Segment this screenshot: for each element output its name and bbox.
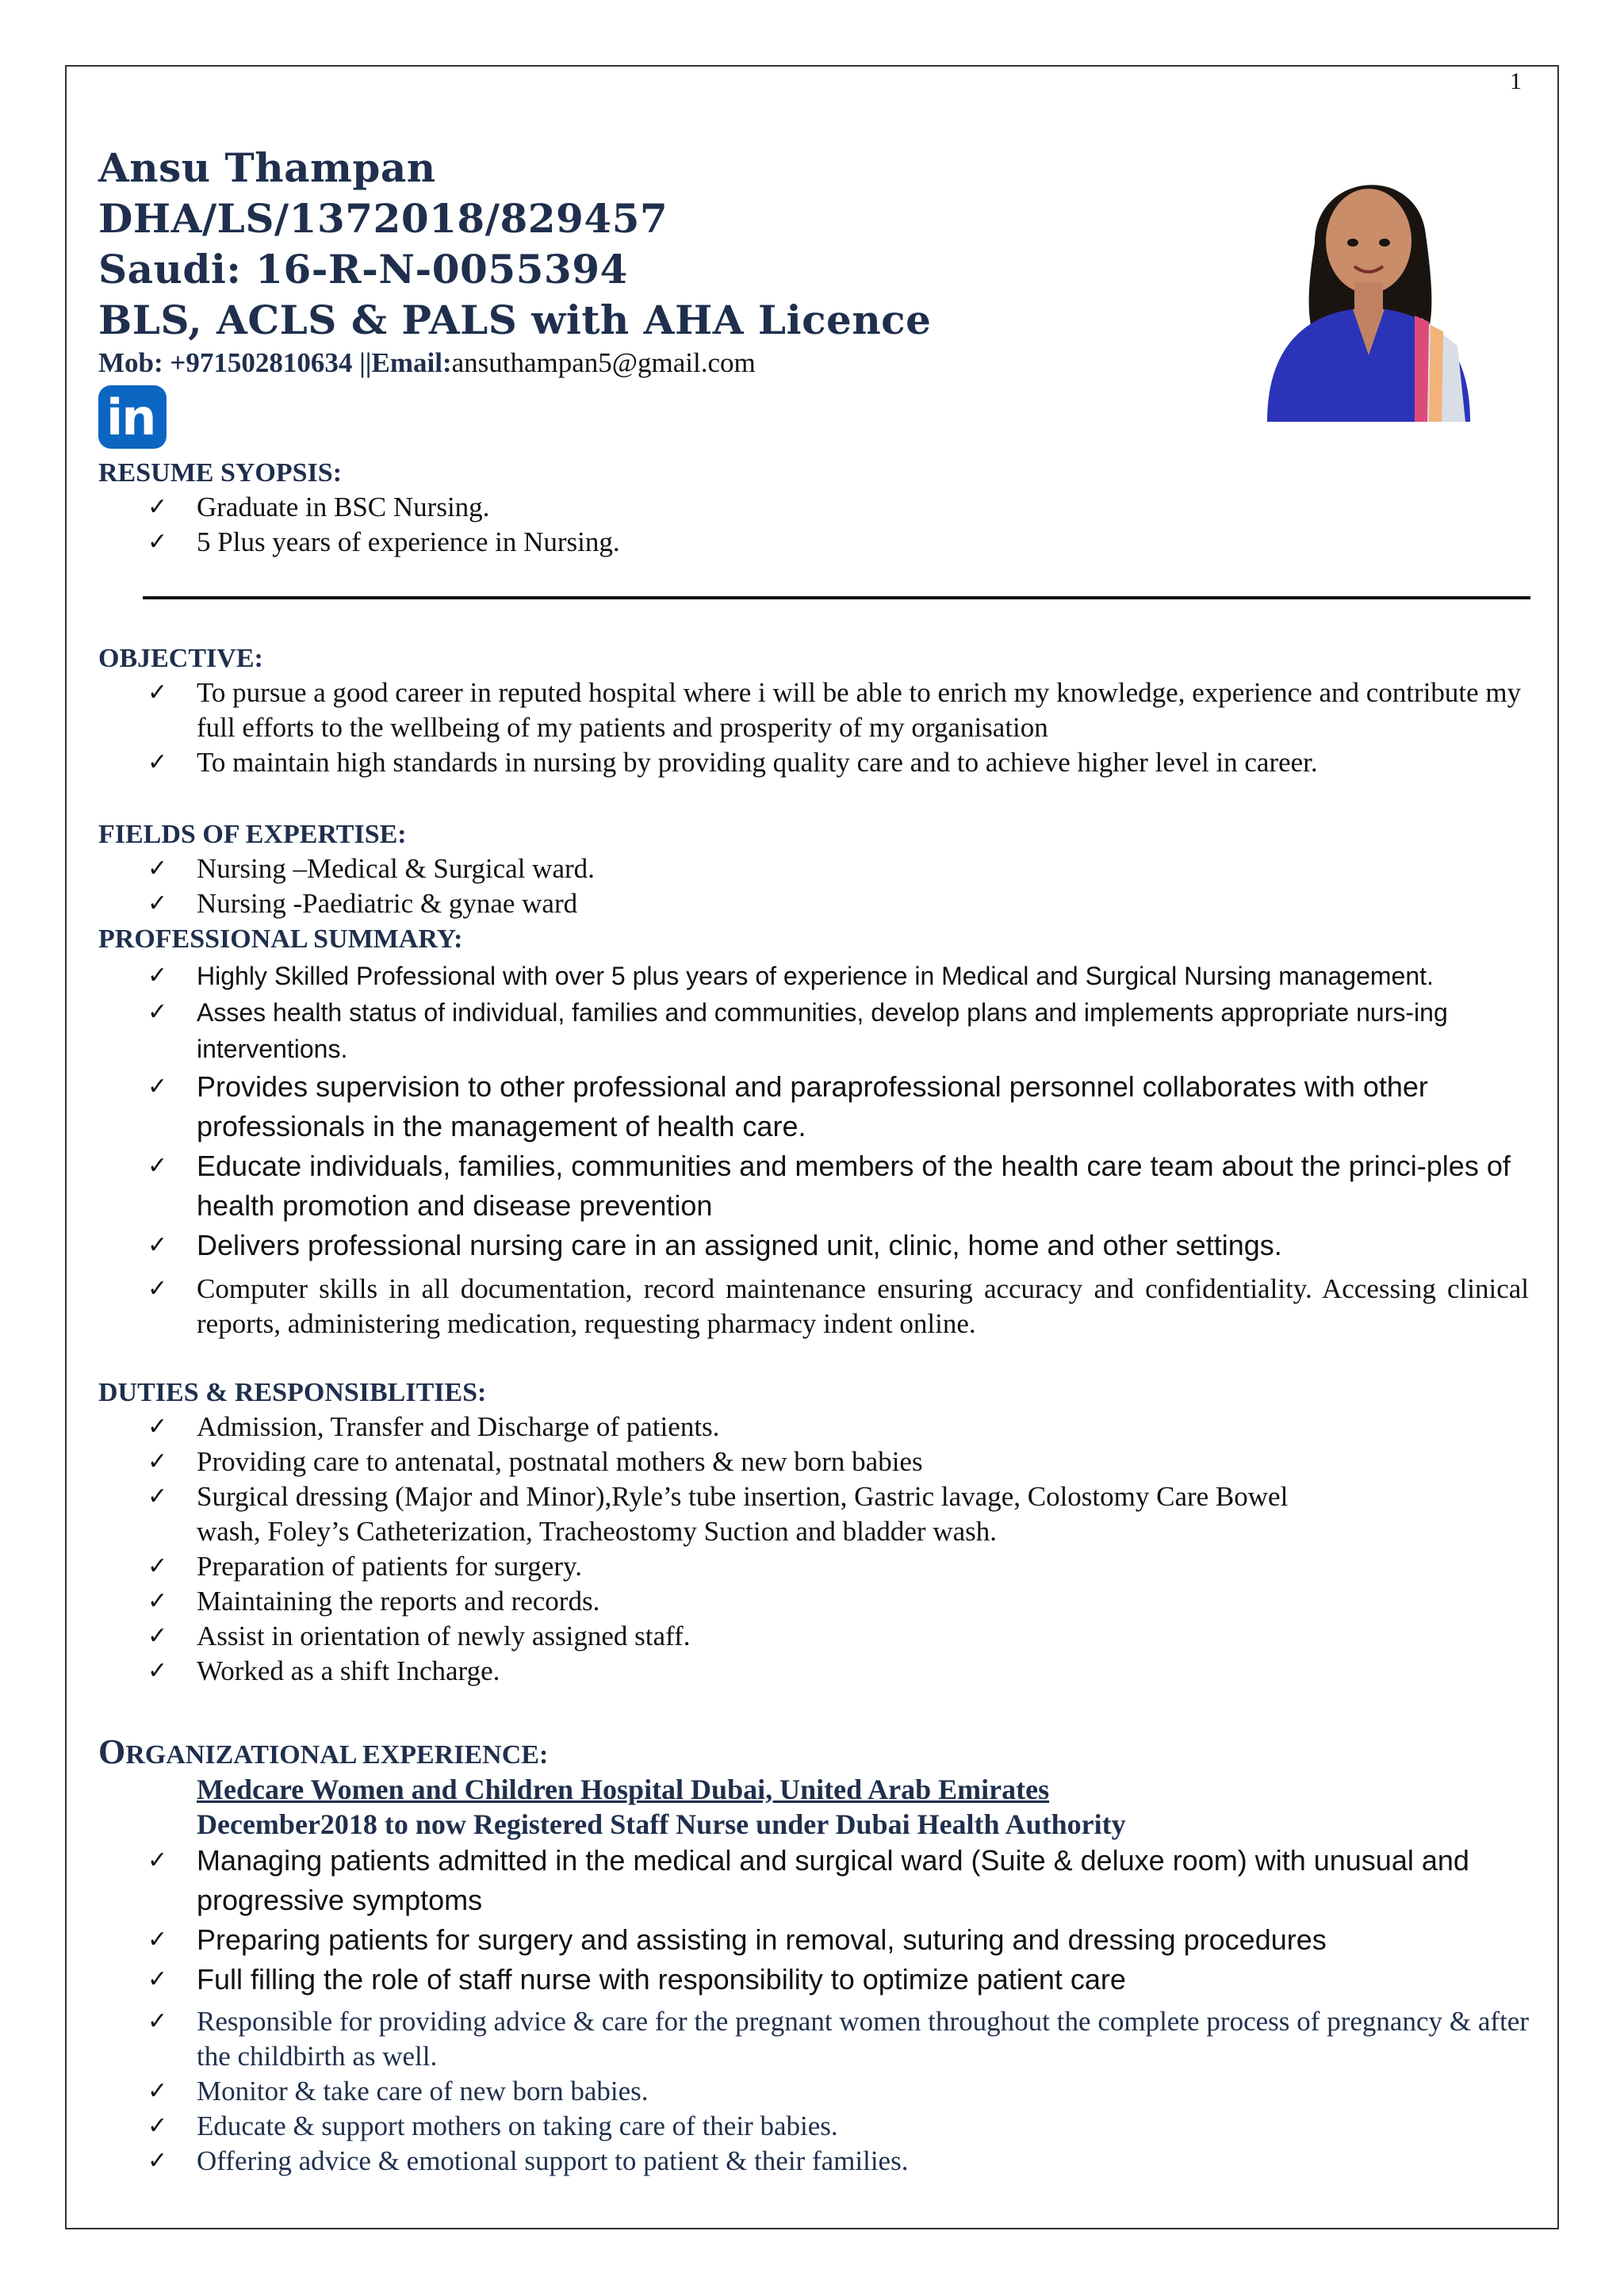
list-item: [98, 851, 1529, 886]
list-item: [98, 886, 1529, 921]
profile-photo: [1259, 147, 1478, 422]
check-icon: ✓: [147, 493, 168, 521]
list-item-text: Full filling the role of staff nurse with responsibility to optimize patient care: [197, 1963, 1126, 1996]
check-icon: ✓: [147, 679, 168, 706]
role-title: December2018 to now Registered Staff Nurse under Dubai Health Authority: [197, 1808, 1126, 1840]
list-item-text: Highly Skilled Professional with over 5 plus years of experience in Medical and Surgical Nursing management.: [197, 962, 1434, 990]
mobile-label: Mob: +971502810634 ||: [98, 347, 372, 378]
list-item-text: Responsible for providing advice & care for the pregnant women throughout the complete process of pregnancy & after the childbirth as well.: [197, 2006, 1529, 2072]
list-item: [98, 1584, 1529, 1619]
email-value[interactable]: ansuthampan5@gmail.com: [451, 347, 756, 378]
check-icon: ✓: [147, 962, 168, 989]
check-icon: ✓: [147, 1413, 168, 1441]
list-item-text: Admission, Transfer and Discharge of patients.: [197, 1411, 720, 1442]
check-icon: ✓: [147, 1073, 168, 1100]
check-icon: ✓: [147, 1448, 168, 1475]
check-icon: ✓: [147, 1926, 168, 1954]
list-item-text: Preparation of patients for surgery.: [197, 1551, 582, 1582]
list-item-text: Preparing patients for surgery and assisting in removal, suturing and dressing procedures: [197, 1923, 1327, 1956]
check-icon: ✓: [147, 1552, 168, 1580]
list-item: [98, 2074, 1529, 2109]
list-item: [98, 994, 1529, 1067]
summary-list: [98, 958, 1529, 1265]
list-item-text: Educate & support mothers on taking care of their babies.: [197, 2110, 838, 2141]
list-item: [98, 2004, 1529, 2074]
check-icon: ✓: [147, 890, 168, 917]
duties-list: [98, 1410, 1529, 1689]
check-icon: ✓: [147, 2077, 168, 2105]
check-icon: ✓: [147, 1483, 168, 1510]
list-item-text: To pursue a good career in reputed hospital where i will be able to enrich my knowledge, experience and contribute my full efforts to the wellbeing of my patients and prosperity of my organisation: [197, 677, 1522, 743]
contact-line: [98, 347, 756, 379]
list-item: [98, 1067, 1529, 1146]
check-icon: ✓: [147, 1657, 168, 1685]
check-icon: ✓: [147, 855, 168, 882]
list-item: [98, 1410, 1529, 1445]
list-item: [98, 675, 1529, 745]
dha-license: DHA/LS/1372018/829457: [98, 195, 668, 242]
list-item-text: Educate individuals, families, communities and members of the health care team about the princi-ples of health promotion and disease prevention: [197, 1150, 1511, 1222]
check-icon: ✓: [147, 528, 168, 556]
list-item: [98, 1619, 1529, 1654]
linkedin-icon[interactable]: [98, 385, 167, 449]
list-item-text: Delivers professional nursing care in an assigned unit, clinic, home and other settings.: [197, 1229, 1282, 1261]
list-item-text: Maintaining the reports and records.: [197, 1586, 600, 1617]
list-item-text: Provides supervision to other professional and paraprofessional personnel collaborates with other professionals in the management of health care.: [197, 1070, 1428, 1142]
summary-list-continued: [98, 1272, 1529, 1341]
check-icon: ✓: [147, 748, 168, 776]
list-item-text: Managing patients admitted in the medical and surgical ward (Suite & deluxe room) with unusual and progressive symptoms: [197, 1844, 1469, 1916]
check-icon: ✓: [147, 1846, 168, 1874]
portrait-illustration: [1259, 147, 1478, 422]
experience-heading-cap: O: [98, 1732, 126, 1771]
check-icon: ✓: [147, 1152, 168, 1180]
list-item-text: To maintain high standards in nursing by providing quality care and to achieve higher level in career.: [197, 747, 1318, 778]
check-icon: ✓: [147, 1231, 168, 1259]
objective-heading: OBJECTIVE:: [98, 644, 263, 673]
list-item: [98, 1146, 1529, 1226]
list-item-text: Asses health status of individual, families and communities, develop plans and implements appropriate nurs-ing interventions.: [197, 998, 1448, 1063]
check-icon: ✓: [147, 1587, 168, 1615]
section-divider: [143, 596, 1530, 599]
check-icon: ✓: [147, 2112, 168, 2140]
employer-name: Medcare Women and Children Hospital Dubai, United Arab Emirates: [197, 1774, 1050, 1805]
list-item: [98, 525, 1529, 560]
certifications: BLS, ACLS & PALS with AHA Licence: [98, 297, 932, 343]
experience-list-continued: [98, 2004, 1529, 2179]
list-item-text: Monitor & take care of new born babies.: [197, 2076, 649, 2107]
list-item: [98, 1960, 1529, 1999]
list-item: [98, 490, 1529, 525]
list-item-text: Surgical dressing (Major and Minor),Ryle’s tube insertion, Gastric lavage, Colostomy Care Bowel wash, Foley’s Catheterization, Tracheostomy Suction and bladder wash.: [197, 1481, 1289, 1547]
list-item-text: Assist in orientation of newly assigned staff.: [197, 1621, 691, 1651]
list-item-text: Nursing -Paediatric & gynae ward: [197, 888, 578, 919]
list-item-text: Offering advice & emotional support to patient & their families.: [197, 2145, 909, 2176]
email-label: Email:: [371, 347, 452, 378]
saudi-license: Saudi: 16-R-N-0055394: [98, 246, 628, 293]
summary-heading: PROFESSIONAL SUMMARY:: [98, 924, 463, 954]
experience-heading-rest: RGANIZATIONAL EXPERIENCE:: [125, 1740, 549, 1770]
list-item: [98, 1272, 1529, 1341]
expertise-list: [98, 851, 1529, 921]
check-icon: ✓: [147, 2007, 168, 2035]
list-item-text: Computer skills in all documentation, record maintenance ensuring accuracy and confidentiality. Accessing clinical reports, administering medication, requesting pharmacy indent online.: [197, 1273, 1529, 1339]
list-item: [98, 1549, 1529, 1584]
objective-list: [98, 675, 1529, 780]
candidate-name: Ansu Thampan: [98, 144, 436, 191]
synopsis-list: [98, 490, 1529, 560]
check-icon: ✓: [147, 1622, 168, 1650]
list-item: [98, 1841, 1529, 1920]
duties-heading: DUTIES & RESPONSIBLITIES:: [98, 1378, 487, 1407]
experience-list: [98, 1841, 1529, 1999]
list-item-text: Nursing –Medical & Surgical ward.: [197, 853, 595, 884]
list-item-text: Graduate in BSC Nursing.: [197, 492, 490, 522]
check-icon: ✓: [147, 2147, 168, 2175]
list-item-text: Providing care to antenatal, postnatal mothers & new born babies: [197, 1446, 923, 1477]
list-item: [98, 745, 1529, 780]
list-item-text: Worked as a shift Incharge.: [197, 1655, 500, 1686]
list-item: [98, 1226, 1529, 1265]
synopsis-heading: RESUME SYOPSIS:: [98, 458, 343, 488]
check-icon: ✓: [147, 998, 168, 1026]
expertise-heading: FIELDS OF EXPERTISE:: [98, 820, 407, 849]
list-item: [98, 2144, 1529, 2179]
check-icon: ✓: [147, 1275, 168, 1303]
list-item: [98, 1445, 1529, 1479]
list-item: [98, 1654, 1529, 1689]
experience-heading: [98, 1732, 548, 1772]
list-item-text: 5 Plus years of experience in Nursing.: [197, 526, 620, 557]
page-number: 1: [1510, 68, 1522, 94]
linkedin-icon-text: in: [106, 388, 155, 446]
list-item: [98, 958, 1529, 994]
list-item: [98, 2109, 1529, 2144]
list-item: [98, 1920, 1529, 1960]
list-item: [98, 1479, 1529, 1549]
check-icon: ✓: [147, 1965, 168, 1993]
